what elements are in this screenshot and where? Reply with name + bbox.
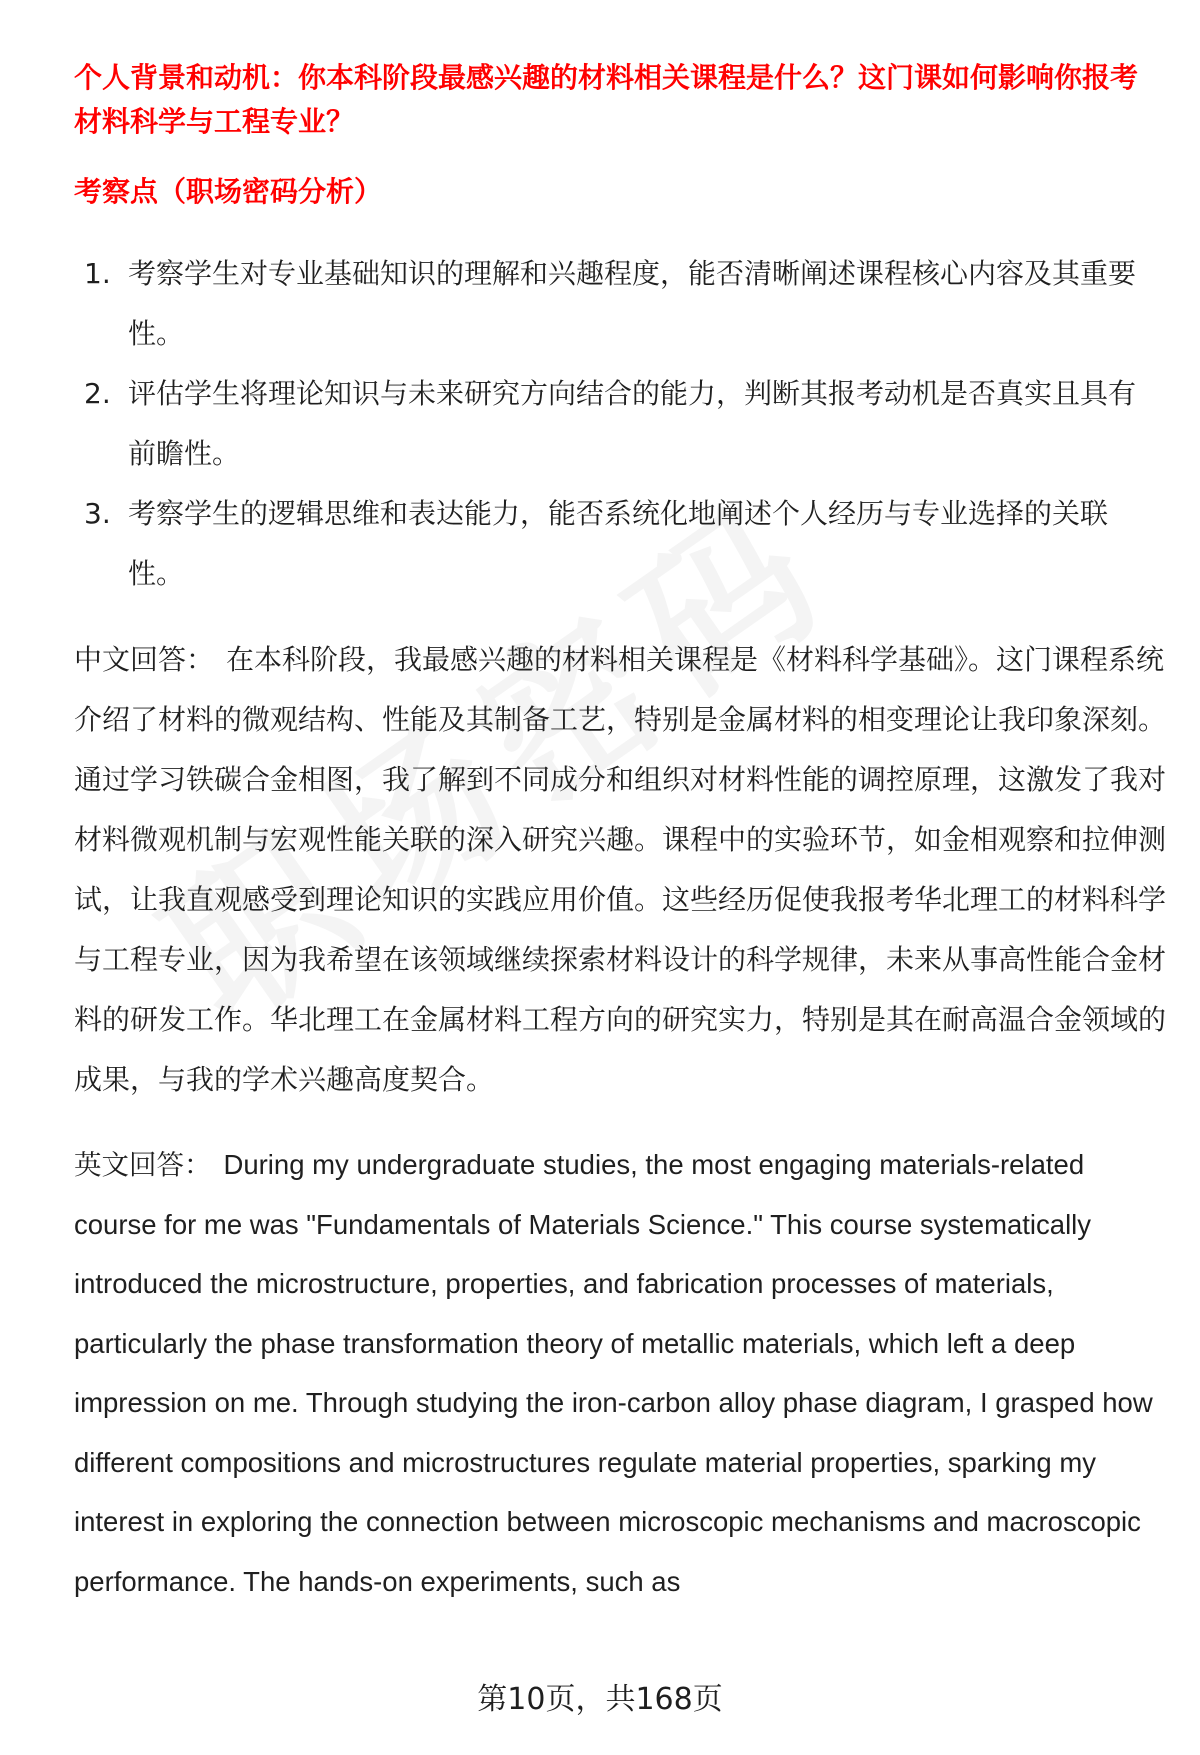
- assessment-points-list: [74, 244, 1144, 604]
- list-item: [74, 364, 1144, 484]
- list-item-text: 考察学生的逻辑思维和表达能力，能否系统化地阐述个人经历与专业选择的关联性。: [128, 497, 1109, 590]
- list-item: [74, 244, 1144, 364]
- english-answer-text: During my undergraduate studies, the most engaging materials-related course for me was "Fundamentals of Materials Science." This course systematically introduced the microstructure, properties, and fabrication processes of materials, particularly the phase transformation theory of metallic materials, which left a deep impression on me. Through studying the iron-carbon alloy phase diagram, I grasped how different compositions and microstructures regulate material properties, sparking my interest in exploring the connection between microscopic mechanisms and macroscopic performance. The hands-on experiments, such as: [74, 1149, 1153, 1597]
- chinese-answer: [74, 630, 1169, 1110]
- question-heading: 个人背景和动机：你本科阶段最感兴趣的材料相关课程是什么？这门课如何影响你报考材料科学与工程专业？: [74, 61, 1139, 138]
- list-item: [74, 484, 1144, 604]
- chinese-answer-label: 中文回答：: [74, 643, 215, 676]
- list-item-number: 1.: [84, 257, 111, 290]
- list-item-number: 2.: [84, 377, 111, 410]
- english-answer-label: 英文回答：: [74, 1149, 212, 1180]
- chinese-answer-text: 在本科阶段，我最感兴趣的材料相关课程是《材料科学基础》。这门课程系统介绍了材料的微观结构、性能及其制备工艺，特别是金属材料的相变理论让我印象深刻。通过学习铁碳合金相图，我了解到不同成分和组织对材料性能的调控原理，这激发了我对材料微观机制与宏观性能关联的深入研究兴趣。课程中的实验环节，如金相观察和拉伸测试，让我直观感受到理论知识的实践应用价值。这些经历促使我报考华北理工的材料科学与工程专业，因为我希望在该领域继续探索材料设计的科学规律，未来从事高性能合金材料的研发工作。华北理工在金属材料工程方向的研究实力，特别是其在耐高温合金领域的成果，与我的学术兴趣高度契合。: [74, 643, 1167, 1096]
- page-number-footer: 第10页，共168页: [477, 1682, 723, 1717]
- list-item-text: 考察学生对专业基础知识的理解和兴趣程度，能否清晰阐述课程核心内容及其重要性。: [128, 257, 1137, 350]
- english-answer: [74, 1135, 1154, 1611]
- section-heading: 考察点（职场密码分析）: [74, 175, 383, 208]
- list-item-number: 3.: [84, 497, 111, 530]
- list-item-text: 评估学生将理论知识与未来研究方向结合的能力，判断其报考动机是否真实且具有前瞻性。: [128, 377, 1137, 470]
